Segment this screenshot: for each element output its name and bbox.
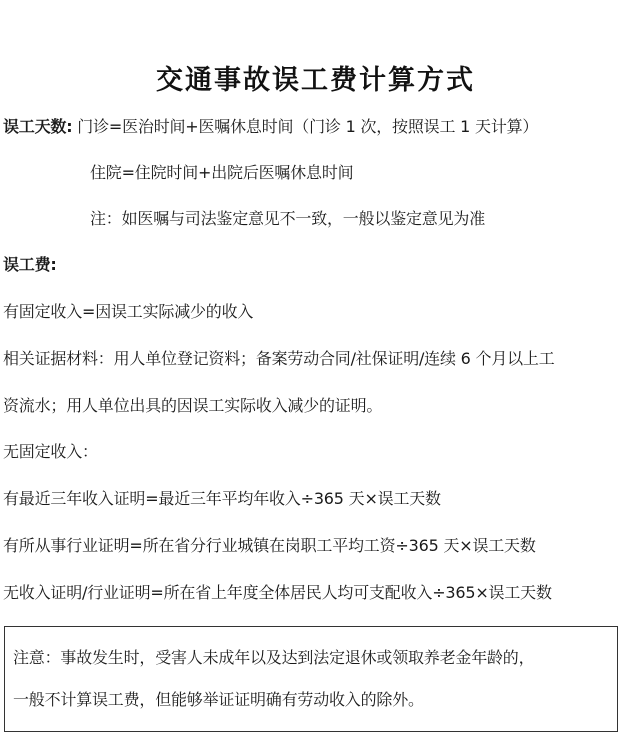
days-label: 误工天数: — [3, 117, 73, 136]
fee-no-fixed-income: 无固定收入： — [3, 442, 98, 461]
notice-line2: 一般不计算误工费，但能够举证证明确有劳动收入的除外。 — [13, 690, 424, 709]
days-outpatient-line — [3, 116, 538, 138]
days-inpatient-text: 住院=住院时间+出院后医嘱休息时间 — [90, 163, 354, 182]
page-title: 交通事故误工费计算方式 — [156, 65, 475, 96]
fee-no-proof: 无收入证明/行业证明=所在省上年度全体居民人均可支配收入÷365×误工天数 — [3, 583, 552, 602]
notice-box — [4, 626, 618, 732]
fee-evidence-line2: 资流水；用人单位出具的因误工实际收入减少的证明。 — [3, 396, 383, 415]
fee-label: 误工费: — [3, 255, 57, 274]
fee-fixed-income: 有固定收入=因误工实际减少的收入 — [3, 302, 254, 321]
notice-line1: 注意：事故发生时，受害人未成年以及达到法定退休或领取养老金年龄的， — [13, 648, 535, 667]
days-note-text: 注：如医嘱与司法鉴定意见不一致，一般以鉴定意见为准 — [90, 209, 486, 228]
days-outpatient-text: 门诊=医治时间+医嘱休息时间（门诊 1 次，按照误工 1 天计算） — [77, 117, 539, 136]
fee-industry: 有所从事行业证明=所在省分行业城镇在岗职工平均工资÷365 天×误工天数 — [3, 536, 536, 555]
fee-three-year: 有最近三年收入证明=最近三年平均年收入÷365 天×误工天数 — [3, 489, 441, 508]
fee-evidence-line1: 相关证据材料：用人单位登记资料；备案劳动合同/社保证明/连续 6 个月以上工 — [3, 349, 555, 368]
